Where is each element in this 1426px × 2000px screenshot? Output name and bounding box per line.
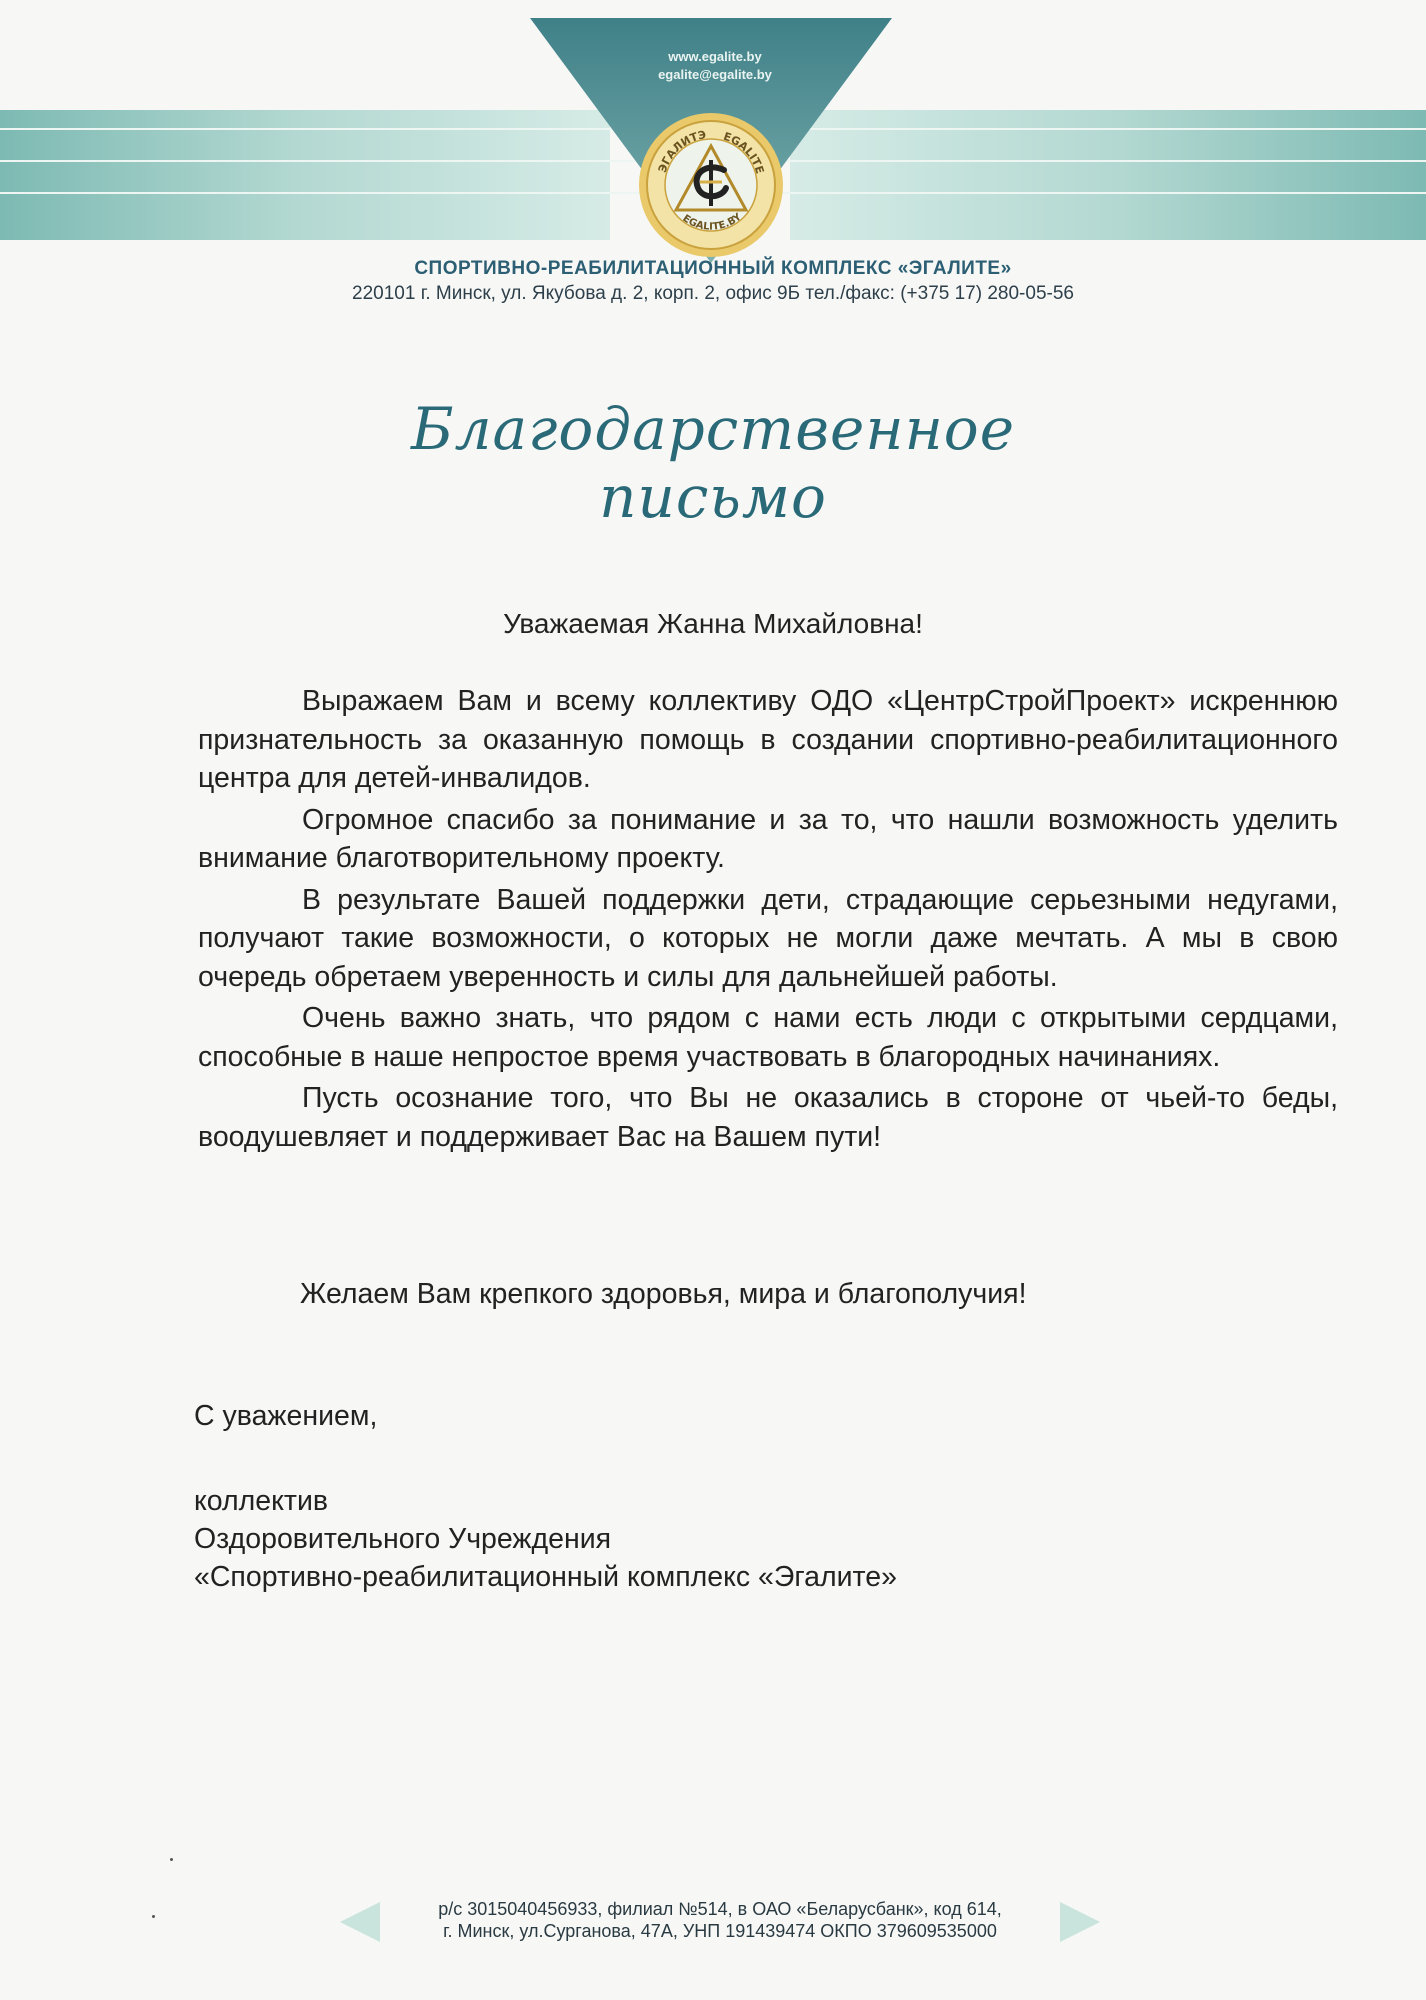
footer-left-arrow-icon — [340, 1902, 380, 1942]
organization-address: 220101 г. Минск, ул. Якубова д. 2, корп. 2, офис 9Б тел./факс: (+375 17) 280-05-56 — [352, 283, 1074, 304]
signature-block — [194, 1482, 897, 1596]
footer-right-arrow-icon — [1060, 1902, 1100, 1942]
body-paragraph: Пусть осознание того, что Вы не оказались в стороне от чьей-то беды, воодушевляет и поддерживает Вас на Вашем пути! — [198, 1082, 1338, 1153]
footer-bank-details — [340, 1898, 1100, 1946]
scan-speck — [152, 1915, 155, 1918]
egalite-emblem-logo — [636, 110, 786, 260]
body-paragraph: Огромное спасибо за понимание и за то, что нашли возможность уделить внимание благотворительному проекту. — [198, 803, 1338, 874]
emblem-text-right: EGALITE — [721, 129, 767, 176]
footer-line: г. Минск, ул.Сурганова, 47А, УНП 191439474 ОКПО 379609535000 — [443, 1921, 997, 1941]
scan-speck — [170, 1858, 173, 1861]
signature-line: коллектив — [194, 1485, 329, 1517]
emblem-text-top: ЭГАЛИТЭ — [655, 128, 708, 175]
organization-name: СПОРТИВНО-РЕАБИЛИТАЦИОННЫЙ КОМПЛЕКС «ЭГАЛИТЕ» — [414, 258, 1012, 279]
signature-line: Оздоровительного Учреждения — [194, 1523, 612, 1555]
email-link[interactable]: egalite@egalite.by — [658, 67, 772, 82]
letter-heading: Благодарственное письмо — [410, 395, 1016, 531]
body-paragraph: В результате Вашей поддержки дети, страдающие серьезными недугами, получают такие возможности, о которых не могли даже мечтать. А мы в свою очередь обретаем уверенность и силы для дальнейшей работы. — [198, 883, 1338, 993]
letterhead-contacts — [600, 48, 830, 84]
footer-line: р/с 3015040456933, филиал №514, в ОАО «Беларусбанк», код 614, — [438, 1899, 1002, 1919]
body-paragraph: Очень важно знать, что рядом с нами есть люди с открытыми сердцами, способные в наше непростое время участвовать в благородных начинаниях. — [198, 1002, 1338, 1073]
letter-body — [198, 682, 1338, 1156]
salutation: Уважаемая Жанна Михайловна! — [503, 608, 923, 639]
closing-wish: Желаем Вам крепкого здоровья, мира и благополучия! — [300, 1278, 1027, 1310]
emblem-text-bottom: EGALITE.BY — [680, 211, 744, 233]
signature-line: «Спортивно-реабилитационный комплекс «Эгалите» — [194, 1561, 897, 1593]
body-paragraph: Выражаем Вам и всему коллективу ОДО «ЦентрСтройПроект» искреннюю признательность за оказанную помощь в создании спортивно-реабилитационного центра для детей-инвалидов. — [198, 685, 1338, 794]
website-link[interactable]: www.egalite.by — [668, 49, 762, 64]
regards: С уважением, — [194, 1400, 378, 1432]
